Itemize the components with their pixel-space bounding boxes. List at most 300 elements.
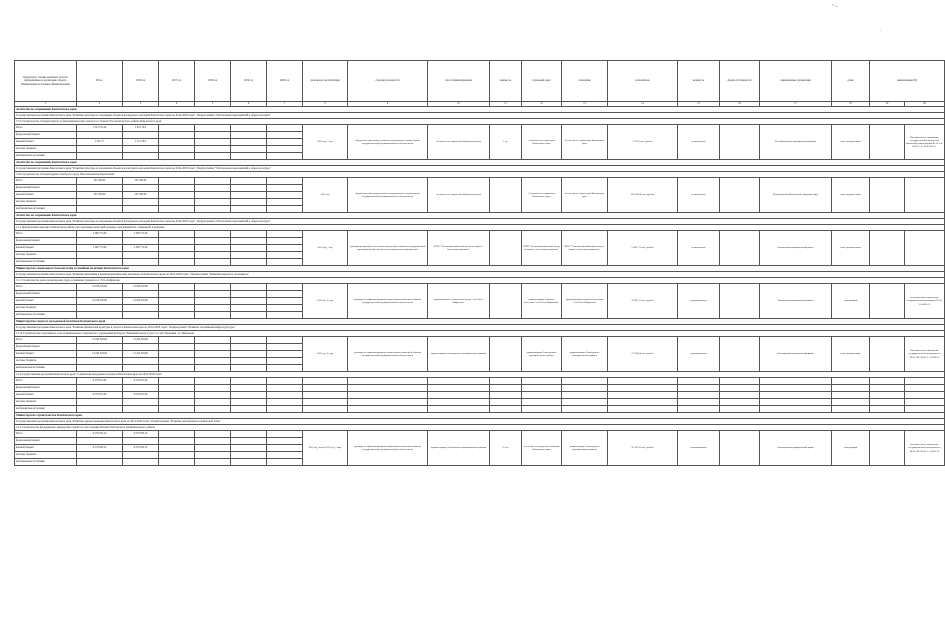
blank-cell: [720, 406, 760, 413]
blank-cell: [870, 178, 905, 213]
year-value: 1 521 76,0: [123, 139, 159, 146]
total-value: [77, 132, 123, 139]
year-value: [159, 358, 195, 365]
year-value: [267, 406, 303, 413]
blank-cell: [303, 406, 348, 413]
total-value: 1 523 781,24: [77, 125, 123, 132]
capacity-cell: [490, 178, 522, 213]
blank-cell: [720, 337, 760, 372]
year-value: [159, 259, 195, 266]
year-value: [195, 378, 231, 385]
object-title-text: 14.1 Строительство фельдшерско-акушерского пункта в селе Средние Пахачи Олюторского муниципального района: [15, 425, 945, 431]
blank-cell: [832, 406, 870, 413]
executor-cell: администрация сельского поселения "село Усть-Хайрюзово": [562, 284, 608, 319]
blank-cell: [870, 406, 905, 413]
header-cell: Итого: [77, 61, 123, 102]
source-label: Итого: [15, 231, 77, 238]
ownership-cell: муниципальная: [678, 337, 720, 372]
year-value: [267, 399, 303, 406]
year-value: [159, 459, 195, 466]
region-cell: Петропавловск-Камчатский городской округ: [760, 178, 832, 213]
object-title-text: 13.6 Строительство этнокультурного центра в городе Петропавловске-Камчатском: [15, 172, 945, 178]
status-cell: план. документация: [832, 231, 870, 266]
ownership-cell: региональная: [678, 125, 720, 160]
year-value: [267, 459, 303, 466]
blank-cell: [720, 378, 760, 385]
source-label: внебюджетные источники: [15, 406, 77, 413]
blank-cell: [720, 385, 760, 392]
year-value: [195, 199, 231, 206]
header-cell: 2019 год: [231, 61, 267, 102]
year-value: [267, 392, 303, 399]
year-value: [123, 153, 159, 160]
blank-cell: [428, 406, 490, 413]
column-number: 2: [77, 102, 123, 107]
year-value: [231, 378, 267, 385]
table-row: [15, 406, 945, 413]
doc-cell: Положительное заключение государственной экспертизы от 09.05.2015 № 41-1-5-0024-15: [905, 337, 945, 372]
column-number: 5: [195, 102, 231, 107]
section-title-text: Министерство социального благополучия и семейной политики Камчатского края: [15, 266, 945, 272]
column-number: 7: [267, 102, 303, 107]
year-value: [159, 291, 195, 298]
executor-cell: администрация Олюторского муниципального района: [562, 431, 608, 466]
finance-cell: субсидии на софинансирование капитальных вложений в объекты государственной (муниципальной) собственности: [348, 337, 428, 372]
total-value: 2 308 772,00: [77, 245, 123, 252]
year-value: 9 579 950,10: [123, 431, 159, 438]
year-value: [123, 459, 159, 466]
year-value: 9 579 950,10: [123, 445, 159, 452]
year-value: [267, 365, 303, 372]
year-value: [267, 312, 303, 319]
blank-cell: [870, 392, 905, 399]
year-value: [195, 406, 231, 413]
year-value: [159, 385, 195, 392]
blank-cell: [428, 392, 490, 399]
year-value: [159, 312, 195, 319]
year-value: [231, 192, 267, 199]
year-value: [267, 146, 303, 153]
year-value: [267, 358, 303, 365]
year-value: [231, 139, 267, 146]
source-label: федеральный бюджет: [15, 132, 77, 139]
header-cell: Предусмотр. объемы денежных средств, направляемые на реализацию объекта. Наименование источников финансирования: [15, 61, 77, 102]
blank-cell: [760, 392, 832, 399]
year-value: [231, 438, 267, 445]
blank-cell: [348, 378, 428, 385]
blank-cell: [348, 385, 428, 392]
year-value: [195, 125, 231, 132]
year-value: [123, 252, 159, 259]
year-value: [159, 452, 195, 459]
year-value: [195, 312, 231, 319]
source-label: местные бюджеты: [15, 146, 77, 153]
header-cell: наименование ПД: [870, 61, 945, 102]
year-value: [195, 459, 231, 466]
year-value: [267, 231, 303, 238]
total-value: 9 578 951,00: [77, 378, 123, 385]
header-cell: исполнитель: [608, 61, 678, 102]
cost-cell: 592 200,00 тыс. рублей: [608, 178, 678, 213]
year-value: [159, 351, 195, 358]
year-value: [195, 192, 231, 199]
year-value: [159, 284, 195, 291]
status-cell: план. документация: [832, 337, 870, 372]
total-value: [77, 385, 123, 392]
year-value: [123, 365, 159, 372]
capacity-cell: [490, 284, 522, 319]
column-number: 17: [760, 102, 832, 107]
year-value: [267, 291, 303, 298]
year-value: [195, 153, 231, 160]
blank-cell: [720, 399, 760, 406]
table-row: [15, 337, 945, 344]
total-value: [77, 259, 123, 266]
year-value: [231, 238, 267, 245]
blank-cell: [522, 378, 562, 385]
year-value: [123, 259, 159, 266]
source-label: Итого: [15, 378, 77, 385]
capacity-cell: [490, 337, 522, 372]
table-row: [15, 399, 945, 406]
header-cell: форма собственности: [720, 61, 760, 102]
year-value: [159, 406, 195, 413]
term-cell: 2016 год, 2 года: [303, 337, 348, 372]
source-label: местные бюджеты: [15, 305, 77, 312]
year-value: [159, 378, 195, 385]
total-value: 2 308 772,00: [77, 231, 123, 238]
region-cell: Елизовский муниципальный район: [760, 231, 832, 266]
year-value: [231, 344, 267, 351]
year-value: 13 242 304,00: [123, 351, 159, 358]
ownership-cell: муниципальная: [678, 431, 720, 466]
program-title-text: Государственная программа Камчатского края "Развитие экономики и внешнеэкономической деятельности Камчатского края на 2014-2018 годы". Подпрограмма "Развитие кадрового потенциала": [15, 272, 945, 278]
year-value: 14 033,322,00: [123, 284, 159, 291]
region-cell: Тигильский муниципальный район: [760, 284, 832, 319]
year-value: [267, 337, 303, 344]
total-value: [77, 199, 123, 206]
year-value: [123, 452, 159, 459]
agency-cell: администрация Олюторского муниципального района: [428, 431, 490, 466]
status-cell: переходящий: [832, 431, 870, 466]
year-value: [195, 284, 231, 291]
blank-cell: [522, 392, 562, 399]
year-value: [159, 231, 195, 238]
year-value: [267, 259, 303, 266]
table-row: [15, 392, 945, 399]
blank-cell: [428, 385, 490, 392]
year-value: [195, 185, 231, 192]
year-value: [159, 438, 195, 445]
year-value: [231, 153, 267, 160]
year-value: [159, 185, 195, 192]
header-cell: 2020 год: [267, 61, 303, 102]
year-value: [195, 431, 231, 438]
total-value: [77, 344, 123, 351]
column-number: 12: [522, 102, 562, 107]
year-value: [123, 385, 159, 392]
capacity-cell: 0,6 га: [490, 431, 522, 466]
program-title-text: Государственная программа Камчатского края "Развитие здравоохранения Камчатского края на 2014-2020 годы". Подпрограмма "Развитие материально-технической базы": [15, 419, 945, 425]
term-cell: 2016 год, 3 года: [303, 284, 348, 319]
total-value: 14 033,322,00: [77, 284, 123, 291]
blank-cell: [303, 399, 348, 406]
source-label: Итого: [15, 337, 77, 344]
blank-cell: [905, 399, 945, 406]
year-value: [159, 298, 195, 305]
year-value: [231, 298, 267, 305]
blank-cell: [522, 406, 562, 413]
year-value: [231, 452, 267, 459]
year-value: 9 578 951,00: [123, 392, 159, 399]
year-value: 2 308 772,00: [123, 231, 159, 238]
column-number: 8: [303, 102, 348, 107]
capacity-cell: [490, 231, 522, 266]
year-value: [267, 445, 303, 452]
blank-cell: [870, 378, 905, 385]
blank-cell: [760, 378, 832, 385]
header-cell: отдельный адрес: [522, 61, 562, 102]
section-title-text: Агентство по сохранению Камчатского края: [15, 213, 945, 219]
year-value: [231, 252, 267, 259]
source-label: федеральный бюджет: [15, 238, 77, 245]
blank-cell: [562, 399, 608, 406]
year-value: [231, 146, 267, 153]
year-value: [123, 305, 159, 312]
corner-mark: " ~: [832, 5, 838, 10]
blank-cell: [608, 392, 678, 399]
source-label: краевой бюджет: [15, 245, 77, 252]
cost-cell: 27 506,00 тыс. рублей: [608, 337, 678, 372]
year-value: [195, 365, 231, 372]
year-value: [231, 385, 267, 392]
total-value: [77, 312, 123, 319]
year-value: [123, 132, 159, 139]
source-label: краевой бюджет: [15, 392, 77, 399]
source-label: местные бюджеты: [15, 399, 77, 406]
column-number: 6: [231, 102, 267, 107]
year-value: [159, 153, 195, 160]
executor-cell: КГБУ "Елизовский районный центр по борьбе с болезнями животных": [562, 231, 608, 266]
customer-cell: администрация Олюторского муниципального района: [522, 337, 562, 372]
year-value: [231, 125, 267, 132]
year-value: [231, 365, 267, 372]
blank-cell: [608, 399, 678, 406]
region-cell: Олюторский муниципальный район: [760, 431, 832, 466]
column-number: 18: [832, 102, 870, 107]
blank-cell: [720, 284, 760, 319]
blank-cell: [522, 399, 562, 406]
blank-cell: [678, 378, 720, 385]
year-value: [159, 139, 195, 146]
blank-cell: [678, 385, 720, 392]
year-value: [267, 305, 303, 312]
year-value: [267, 351, 303, 358]
year-value: [267, 452, 303, 459]
year-value: [231, 431, 267, 438]
source-label: внебюджетные источники: [15, 459, 77, 466]
year-value: [267, 245, 303, 252]
year-value: [195, 305, 231, 312]
section-title-text: Министерство строительства Камчатского края: [15, 413, 945, 419]
table-row: [15, 231, 945, 238]
source-label: местные бюджеты: [15, 358, 77, 365]
blank-cell: [608, 385, 678, 392]
year-value: [231, 358, 267, 365]
column-number: 10: [428, 102, 490, 107]
year-value: [267, 185, 303, 192]
year-value: 2 308 772,00: [123, 245, 159, 252]
year-value: [195, 351, 231, 358]
blank-cell: [678, 392, 720, 399]
finance-cell: бюджетные инвестиции в объекты капитального строительства государственной (муниципальной) собственности: [348, 178, 428, 213]
executor-cell: Агентство по сохранению Камчатского края: [562, 125, 608, 160]
object-title-text: 13.1 Строительство дома для ветеранов труда и пожилых граждан в п. Усть-Хайрюзово: [15, 278, 945, 284]
ownership-cell: региональная: [678, 231, 720, 266]
year-value: [231, 206, 267, 213]
section-title-text: Агентство по сохранению Камчатского края: [15, 160, 945, 166]
cost-cell: 2 308 772 тыс. рублей: [608, 231, 678, 266]
year-value: [231, 291, 267, 298]
blank-cell: [760, 406, 832, 413]
source-label: местные бюджеты: [15, 452, 77, 459]
source-label: внебюджетные источники: [15, 153, 77, 160]
year-value: [231, 459, 267, 466]
status-cell: переходящий: [832, 284, 870, 319]
year-value: [195, 385, 231, 392]
total-value: [77, 206, 123, 213]
source-label: краевой бюджет: [15, 192, 77, 199]
table-row: [15, 284, 945, 291]
year-value: [231, 337, 267, 344]
blank-cell: [490, 399, 522, 406]
blank-cell: [348, 406, 428, 413]
finance-cell: субсидии на софинансирование капитальных вложений в объекты государственной (муниципальной) собственности: [348, 284, 428, 319]
year-value: [195, 298, 231, 305]
header-cell: сроки: [832, 61, 870, 102]
source-label: местные бюджеты: [15, 252, 77, 259]
header-cell: наименование организации: [760, 61, 832, 102]
year-value: [231, 305, 267, 312]
source-label: внебюджетные источники: [15, 206, 77, 213]
year-value: [195, 252, 231, 259]
year-value: [231, 199, 267, 206]
year-value: [123, 199, 159, 206]
source-label: внебюджетные источники: [15, 312, 77, 319]
total-value: [77, 452, 123, 459]
blank-cell: [490, 385, 522, 392]
year-value: [267, 125, 303, 132]
customer-cell: администрация сельского поселения "село Усть-Хайрюзово": [522, 284, 562, 319]
blank-cell: [720, 431, 760, 466]
year-value: [195, 231, 231, 238]
source-label: Итого: [15, 125, 77, 132]
blank-cell: [870, 431, 905, 466]
finance-cell: субсидии на софинансирование капитальных вложений в объекты государственной (муниципальной) собственности: [348, 431, 428, 466]
year-value: [195, 259, 231, 266]
year-value: [231, 399, 267, 406]
blank-cell: [348, 399, 428, 406]
table-row: [15, 378, 945, 385]
year-value: [195, 337, 231, 344]
header-cell: мощность: [678, 61, 720, 102]
executor-cell: администрация Олюторского муниципального района: [562, 337, 608, 372]
status-cell: план. документация: [832, 178, 870, 213]
cost-cell: 56 323,42 тыс. рублей: [608, 431, 678, 466]
year-value: [267, 284, 303, 291]
year-value: [159, 206, 195, 213]
ownership-cell: региональная: [678, 178, 720, 213]
total-value: [77, 406, 123, 413]
year-value: [267, 139, 303, 146]
header-cell: срок ввода в эксплуатацию: [303, 61, 348, 102]
year-value: [159, 146, 195, 153]
year-value: [159, 125, 195, 132]
blank-cell: [905, 392, 945, 399]
column-number: 4: [159, 102, 195, 107]
column-number: 3: [123, 102, 159, 107]
blank-cell: [562, 406, 608, 413]
year-value: [267, 298, 303, 305]
term-cell: 2016 год: [303, 178, 348, 213]
executor-cell: Агентство по сохранению Камчатского края: [562, 178, 608, 213]
year-value: [123, 358, 159, 365]
total-value: [77, 399, 123, 406]
year-value: [267, 206, 303, 213]
year-value: [159, 192, 195, 199]
year-value: [231, 392, 267, 399]
blank-cell: [428, 378, 490, 385]
total-value: [77, 146, 123, 153]
doc-cell: [905, 178, 945, 213]
year-value: [231, 284, 267, 291]
total-value: [77, 459, 123, 466]
blank-cell: [678, 399, 720, 406]
year-value: [195, 146, 231, 153]
blank-cell: [522, 385, 562, 392]
year-value: [123, 185, 159, 192]
year-value: [195, 206, 231, 213]
section-title-text: Министерство спорта и молодежной политики Камчатского края: [15, 319, 945, 325]
program-title-text: Государственная программа Камчатского края "Развитие культуры и сохранение объектов культурного наследия Камчатского края на 2014-2018 годы". Подпрограмма "Обеспечение мероприятий в сфере культуры": [15, 219, 945, 225]
table-row: [15, 431, 945, 438]
cost-cell: 5 222,5 тыс. рублей: [608, 125, 678, 160]
source-label: федеральный бюджет: [15, 385, 77, 392]
status-cell: план. документация: [832, 125, 870, 160]
year-value: [267, 199, 303, 206]
table-row: [15, 385, 945, 392]
year-value: [123, 291, 159, 298]
source-label: краевой бюджет: [15, 445, 77, 452]
total-value: 9 579 950,10: [77, 431, 123, 438]
agency-cell: КГБУ "Елизовский районный центр по борьбе с болезнями животных": [428, 231, 490, 266]
year-value: [231, 259, 267, 266]
blank-cell: [490, 392, 522, 399]
corner-dot: .: [880, 28, 882, 33]
column-number: 11: [490, 102, 522, 107]
header-cell: 2018 год: [195, 61, 231, 102]
finance-cell: бюджетные инвестиции в объекты капитального строительства государственной (муниципальной) собственности: [348, 125, 428, 160]
source-label: федеральный бюджет: [15, 344, 77, 351]
year-value: [231, 245, 267, 252]
header-row: [15, 61, 945, 102]
total-value: [77, 238, 123, 245]
doc-cell: [905, 231, 945, 266]
year-value: [195, 358, 231, 365]
source-label: федеральный бюджет: [15, 185, 77, 192]
total-value: 9 578 951,00: [77, 392, 123, 399]
year-value: [195, 344, 231, 351]
